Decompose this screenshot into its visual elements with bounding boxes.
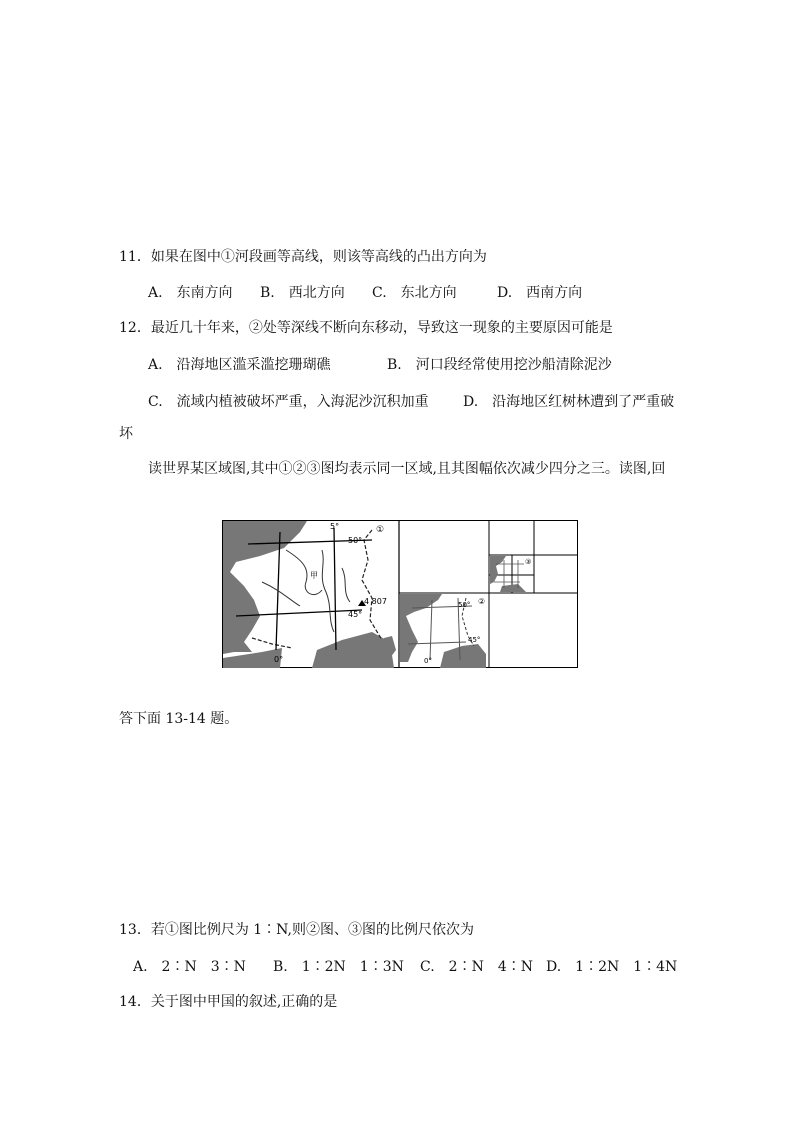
question-11-stem: 11．如果在图中①河段画等高线，则该等高线的凸出方向为 <box>119 249 487 265</box>
panel-1-label: ① <box>376 525 385 535</box>
panel-2-lat-50: 50° <box>458 601 471 609</box>
intro-line-2: 答下面 13-14 题。 <box>119 711 239 727</box>
lon-label-0: 0° <box>274 655 284 664</box>
lat-label-50: 50° <box>348 536 363 545</box>
question-13-option-c[interactable]: C. 2∶N 4∶N <box>420 959 533 975</box>
region-map-figure <box>222 520 578 668</box>
lon-label-5: 5° <box>330 522 340 531</box>
question-11-option-a[interactable]: A. 东南方向 <box>148 285 233 301</box>
question-13-option-d[interactable]: D. 1∶2N 1∶4N <box>546 959 678 975</box>
intro-line-1: 读世界某区域图,其中①②③图均表示同一区域,且其图幅依次减少四分之三。读图,回 <box>148 461 666 477</box>
question-11-option-c[interactable]: C. 东北方向 <box>372 285 457 301</box>
panel-2-lat-45: 45° <box>468 636 481 644</box>
question-12-option-b[interactable]: B. 河口段经常使用挖沙船清除泥沙 <box>387 357 612 373</box>
question-12-option-d-wrap: 坏 <box>119 426 133 442</box>
question-11-option-b[interactable]: B. 西北方向 <box>260 285 345 301</box>
question-12-option-c[interactable]: C. 流域内植被破坏严重，入海泥沙沉积加重 <box>148 394 429 410</box>
panel-3-label: ③ <box>525 558 532 566</box>
question-13-option-b[interactable]: B. 1∶2N 1∶3N <box>273 959 404 975</box>
country-label-jia: 甲 <box>310 571 318 580</box>
question-13-stem: 13．若①图比例尺为 1∶N,则②图、③图的比例尺依次为 <box>119 922 474 938</box>
lat-label-45: 45° <box>348 610 363 619</box>
peak-height-label: 4 807 <box>364 597 387 606</box>
question-12-stem: 12．最近几十年来，②处等深线不断向东移动，导致这一现象的主要原因可能是 <box>119 320 613 336</box>
panel-2-label: ② <box>478 597 486 606</box>
question-12-option-d[interactable]: D. 沿海地区红树林遭到了严重破 <box>463 394 675 410</box>
question-13-option-a[interactable]: A. 2∶N 3∶N <box>133 959 246 975</box>
question-12-option-a[interactable]: A. 沿海地区滥采滥挖珊瑚礁 <box>148 357 331 373</box>
panel-2-lon-0: 0° <box>424 657 432 665</box>
question-11-option-d[interactable]: D. 西南方向 <box>497 285 583 301</box>
question-14-stem: 14．关于图中甲国的叙述,正确的是 <box>119 994 338 1010</box>
